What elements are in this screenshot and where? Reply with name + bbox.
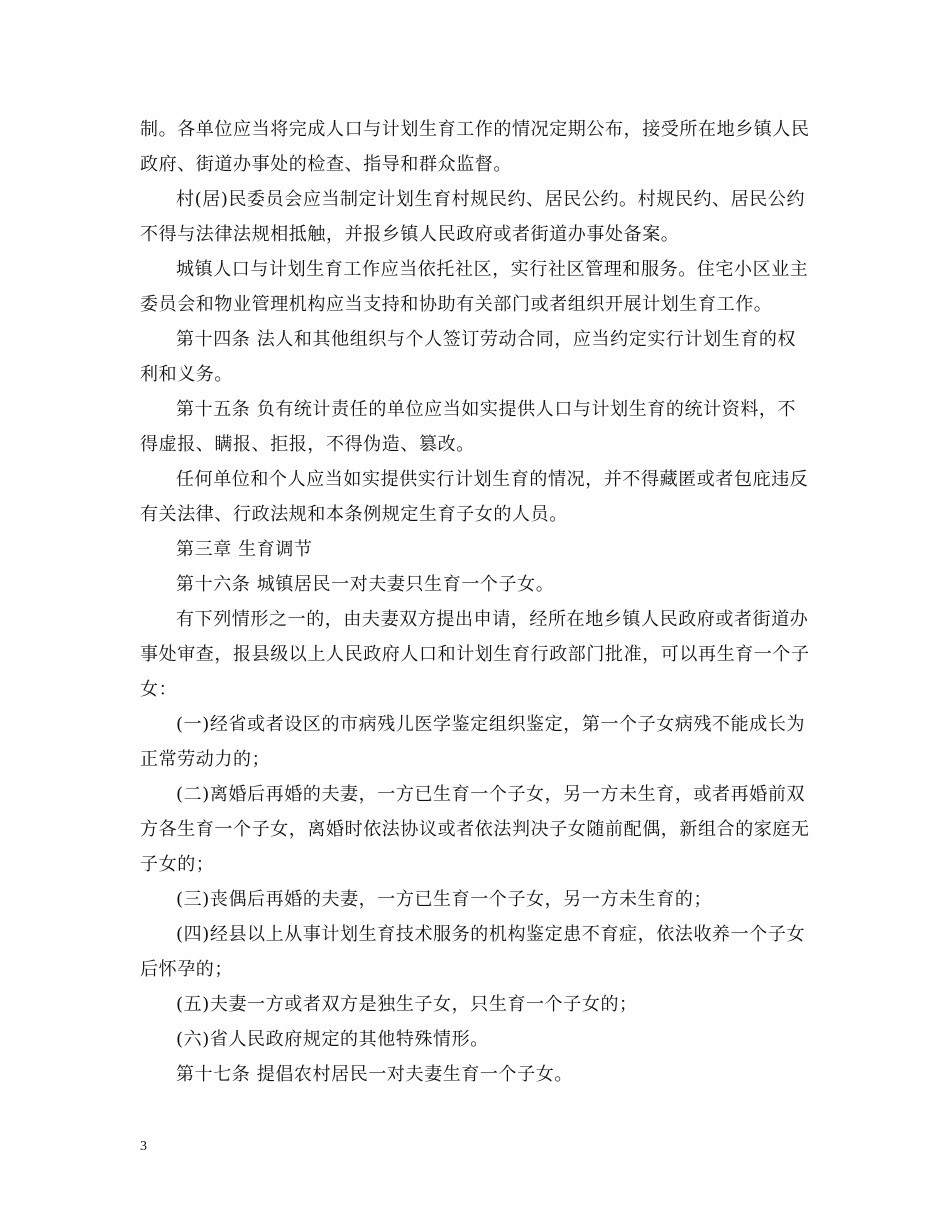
paragraph-line: 利和义务。 bbox=[140, 364, 233, 385]
paragraph-line: 得虚报、瞒报、拒报，不得伪造、篡改。 bbox=[140, 434, 475, 455]
list-item-line: (一)经省或者设区的市病残儿医学鉴定组织鉴定，第一个子女病残不能成长为 bbox=[176, 714, 806, 735]
paragraph-line: 委员会和物业管理机构应当支持和协助有关部门或者组织开展计划生育工作。 bbox=[140, 294, 773, 315]
paragraph-line: 任何单位和个人应当如实提供实行计划生育的情况，并不得藏匿或者包庇违反 bbox=[176, 469, 809, 490]
paragraph-line: 村(居)民委员会应当制定计划生育村规民约、居民公约。村规民约、居民公约 bbox=[176, 189, 806, 210]
paragraph-line: 有关法律、行政法规和本条例规定生育子女的人员。 bbox=[140, 504, 568, 525]
paragraph-line: 制。各单位应当将完成人口与计划生育工作的情况定期公布，接受所在地乡镇人民 bbox=[140, 119, 810, 140]
paragraph-line: 城镇人口与计划生育工作应当依托社区，实行社区管理和服务。住宅小区业主 bbox=[176, 259, 809, 280]
list-item-line: 正常劳动力的； bbox=[140, 749, 271, 770]
paragraph-line: 不得与法律法规相抵触，并报乡镇人民政府或者街道办事处备案。 bbox=[140, 224, 680, 245]
page-number: 3 bbox=[140, 1139, 147, 1154]
article-17-line: 第十七条 提倡农村居民一对夫妻生育一个子女。 bbox=[176, 1064, 573, 1085]
list-item-line: (四)经县以上从事计划生育技术服务的机构鉴定患不育症，依法收养一个子女 bbox=[176, 924, 806, 945]
list-item-line: 子女的； bbox=[140, 854, 215, 875]
article-15-line: 第十五条 负有统计责任的单位应当如实提供人口与计划生育的统计资料，不 bbox=[176, 399, 797, 420]
list-item-line: 方各生育一个子女，离婚时依法协议或者依法判决子女随前配偶，新组合的家庭无 bbox=[140, 819, 810, 840]
list-item-line: (五)夫妻一方或者双方是独生子女，只生育一个子女的； bbox=[176, 994, 638, 1015]
list-item-line: 后怀孕的； bbox=[140, 959, 233, 980]
paragraph-line: 政府、街道办事处的检查、指导和群众监督。 bbox=[140, 154, 512, 175]
list-item-line: (三)丧偶后再婚的夫妻，一方已生育一个子女，另一方未生育的； bbox=[176, 889, 713, 910]
article-16-line: 第十六条 城镇居民一对夫妻只生育一个子女。 bbox=[176, 574, 555, 595]
list-item-line: (六)省人民政府规定的其他特殊情形。 bbox=[176, 1029, 489, 1050]
paragraph-line: 事处审查，报县级以上人民政府人口和计划生育行政部门批准，可以再生育一个子 bbox=[140, 644, 810, 665]
paragraph-line: 有下列情形之一的，由夫妻双方提出申请，经所在地乡镇人民政府或者街道办 bbox=[176, 609, 809, 630]
article-14-line: 第十四条 法人和其他组织与个人签订劳动合同，应当约定实行计划生育的权 bbox=[176, 329, 797, 350]
list-item-line: (二)离婚后再婚的夫妻，一方已生育一个子女，另一方未生育，或者再婚前双 bbox=[176, 784, 806, 805]
paragraph-line: 女： bbox=[140, 679, 178, 700]
chapter-heading: 第三章 生育调节 bbox=[176, 539, 313, 560]
